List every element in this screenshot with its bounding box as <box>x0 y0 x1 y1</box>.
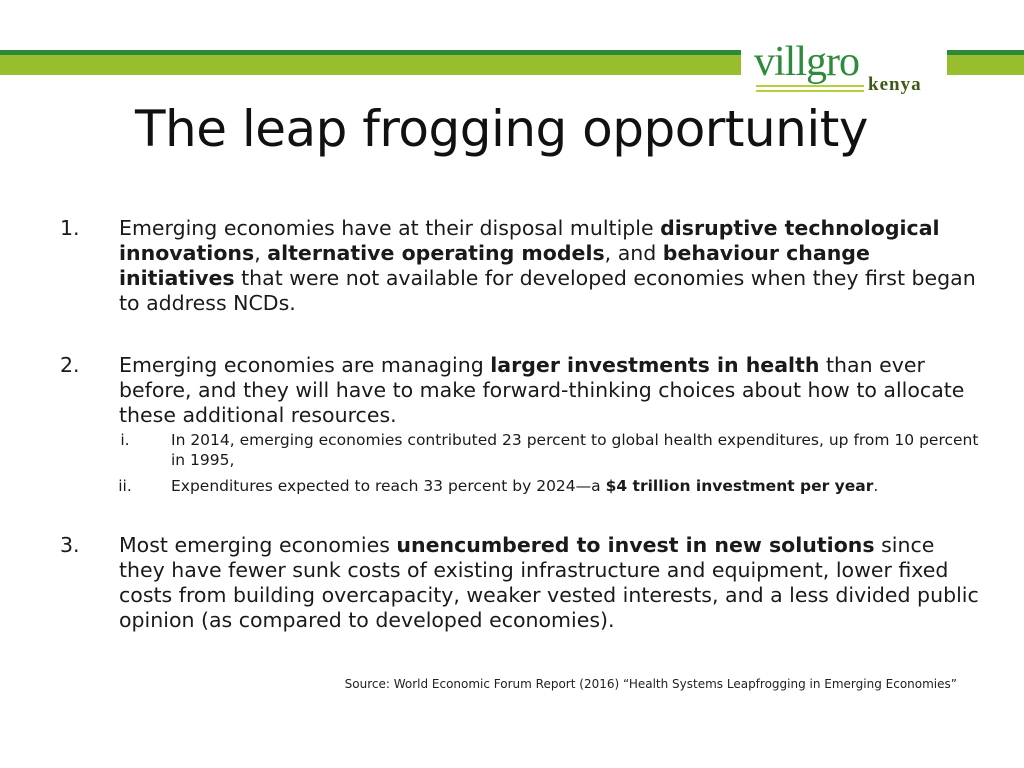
item-number: 3. <box>60 533 80 557</box>
list-item <box>60 216 980 316</box>
villgro-kenya-logo <box>748 38 938 98</box>
logo-wordmark: villgro <box>754 39 859 85</box>
list-item <box>60 353 980 496</box>
logo-subtext: kenya <box>868 74 922 95</box>
header-band-right <box>947 50 1024 75</box>
item-text: Emerging economies are managing larger investments in health than ever before, and they will have to make forward-thinking choices about how to allocate these additional resources. <box>119 353 965 427</box>
item-number: 2. <box>60 353 80 377</box>
sub-item-numeral: i. <box>120 431 130 449</box>
opportunity-list <box>60 216 980 633</box>
item-number: 1. <box>60 216 80 240</box>
list-item <box>60 533 980 633</box>
header-band-left <box>0 50 741 75</box>
sub-item-text: Expenditures expected to reach 33 percent by 2024—a $4 trillion investment per year. <box>171 477 879 495</box>
sub-list-item <box>119 430 980 470</box>
sub-item-numeral: ii. <box>118 477 132 495</box>
logo-underline <box>756 90 864 92</box>
item-text: Most emerging economies unencumbered to invest in new solutions since they have fewer sunk costs of existing infrastructure and equipment, lower fixed costs from building overcapacity, weaker vested interests, and a less divided public opinion (as compared to developed economies). <box>119 533 979 632</box>
slide-title: The leap frogging opportunity <box>135 100 868 158</box>
logo-underline <box>756 85 864 87</box>
sub-list <box>119 430 980 496</box>
item-text: Emerging economies have at their disposal multiple disruptive technological innovations, alternative operating models, and behaviour change initiatives that were not available for developed economies when they first began to address NCDs. <box>119 216 976 315</box>
sub-item-text: In 2014, emerging economies contributed 23 percent to global health expenditures, up from 10 percent in 1995, <box>171 431 979 469</box>
sub-list-item <box>119 476 980 496</box>
source-citation: Source: World Economic Forum Report (2016) “Health Systems Leapfrogging in Emerging Economies” <box>344 677 957 691</box>
